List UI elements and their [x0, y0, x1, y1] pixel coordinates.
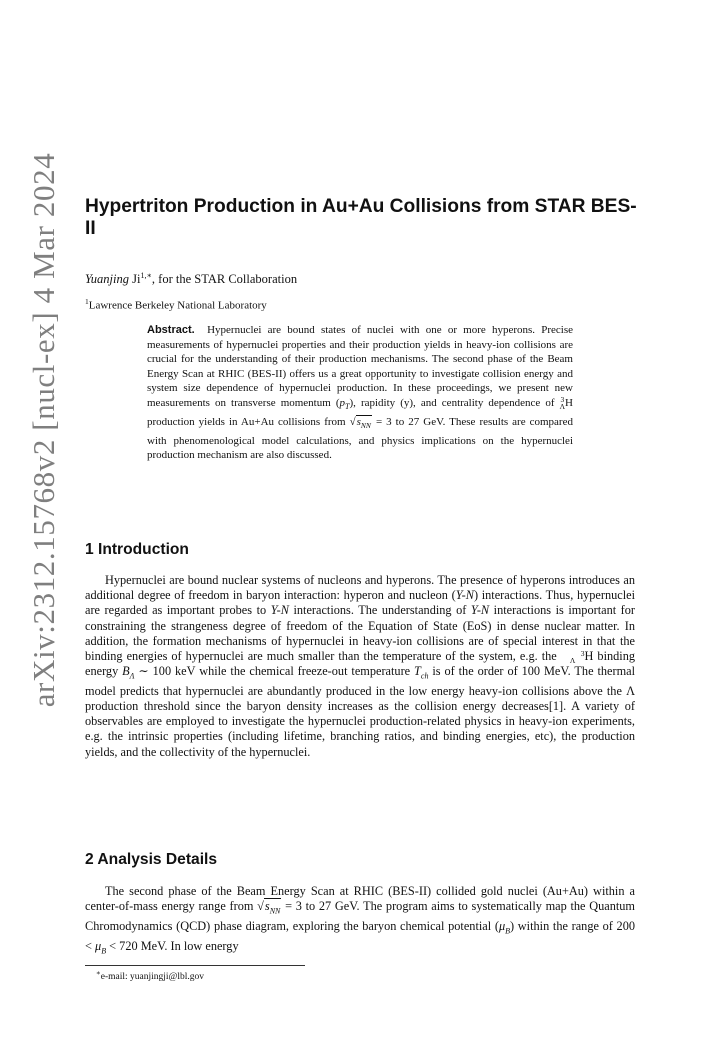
sqrt-snn: $√s_{NN}$: [257, 899, 281, 916]
analysis-text: < 720 MeV. In low energy: [106, 938, 239, 953]
yn-symbol: Y-N: [270, 603, 289, 618]
section-heading-introduction: 1 Introduction: [85, 541, 189, 558]
intro-text: ∼ 100 keV while the chemical freeze-out temperature: [134, 664, 415, 679]
intro-text: binding energy: [85, 649, 635, 679]
intro-text: interactions is important for constraining the strangeness degree of freedom of the Equation of State (EoS) in dense nuclear matter. In addition, the formation mechanisms of hypernuclei in heavy-ion collisions are of special interest in that the binding energies of hypernuclei are much smaller than the temperature of the system, e.g. the: [85, 603, 636, 664]
affiliation-mark: 1: [85, 297, 89, 306]
footnote-email: e-mail: yuanjingji@lbl.gov: [100, 972, 204, 983]
arxiv-stamp: arXiv:2312.15768v2 [nucl-ex] 4 Mar 2024: [26, 152, 61, 708]
mub-symbol: $\mu_B$: [498, 918, 511, 936]
author-marks: 1,∗: [140, 271, 152, 280]
affiliation: [85, 297, 267, 312]
collaboration: , for the STAR Collaboration: [151, 272, 298, 287]
pt-symbol: $p_T$: [339, 396, 350, 412]
hypertriton-symbol: 3 Λ H: [569, 649, 594, 666]
abstract-text: Hypernuclei are bound states of nuclei with one or more hyperons. Precise measurements of hypernuclei properties and their production yields in heavy-ion collisions are crucial for the understanding of their production mechanisms. The second phase of the Beam Energy Scan at RHIC (BES-II) offers us a great opportunity to investigate collision energy and system size dependence of hypernuclei production. In these proceedings, we present new measurements on transverse momentum (: [147, 324, 573, 409]
analysis-text: = 3 to 27 GeV. The program aims to systematically map the Quantum Chromodynamics (QCD) phase diagram, exploring the baryon chemical potential (: [85, 899, 635, 933]
yn-symbol: Y-N: [455, 588, 474, 603]
analysis-text: ) within the range of 200 <: [85, 918, 635, 953]
mub-symbol: $\mu_B$: [95, 938, 107, 955]
intro-text: ) interactions. Thus, hypernuclei are regarded as important probes to: [85, 588, 635, 618]
footnote-rule: [85, 965, 305, 966]
yn-symbol: Y-N: [470, 603, 490, 618]
section-heading-analysis: 2 Analysis Details: [85, 851, 218, 868]
abstract: [147, 323, 573, 463]
author-first-name: Yuanjing: [85, 272, 130, 287]
author-line: [85, 271, 297, 287]
footnote-mark: ∗: [96, 969, 101, 977]
abstract-text: production yields in Au+Au collisions from: [147, 415, 350, 428]
tch-symbol: $T_{ch}$: [414, 664, 429, 681]
abstract-text: ), rapidity (y), and centrality dependence of: [349, 396, 560, 409]
intro-text: Hypernuclei are bound nuclear systems of nucleons and hyperons. The presence of hyperons introduces an additional degree of freedom in baryon interaction: hyperon and nucleon (: [85, 573, 635, 603]
analysis-text: The second phase of the Beam Energy Scan at RHIC (BES-II) collided gold nuclei (Au+Au) within a center-of-mass energy range from: [85, 884, 635, 914]
abstract-text: = 3 to 27 GeV. These results are compared with phenomenological model calculations, and physics implications on the hypernuclei production mechanism are also discussed.: [147, 415, 573, 462]
sqrt-snn: $√s_{NN}$: [349, 415, 371, 430]
hypertriton-symbol: 3 ΛH: [559, 394, 573, 411]
abstract-label: Abstract.: [147, 324, 195, 336]
introduction-paragraph: [85, 573, 635, 760]
paper-title: Hypertriton Production in Au+Au Collisions from STAR BES-II: [85, 196, 637, 239]
author-surname: Ji: [132, 272, 141, 287]
footnote: [96, 969, 204, 982]
analysis-paragraph: [85, 884, 635, 958]
binding-energy-symbol: $B_\Lambda$: [122, 664, 135, 681]
intro-text: is of the order of 100 MeV. The thermal model predicts that hypernuclei are abundantly produced in the low energy heavy-ion collisions above the Λ production threshold since the baryon density increases as the collision energy decreases[1]. A variety of observables are employed to investigate the hypernuclei production-related physics in heavy-ion experiments, e.g. the intrinsic properties (including lifetime, branching ratios, and binding energies, etc), the production yields, and the collectivity of the hypernuclei.: [85, 664, 636, 759]
intro-text: interactions. The understanding of: [288, 603, 471, 618]
affiliation-text: Lawrence Berkeley National Laboratory: [88, 299, 267, 312]
